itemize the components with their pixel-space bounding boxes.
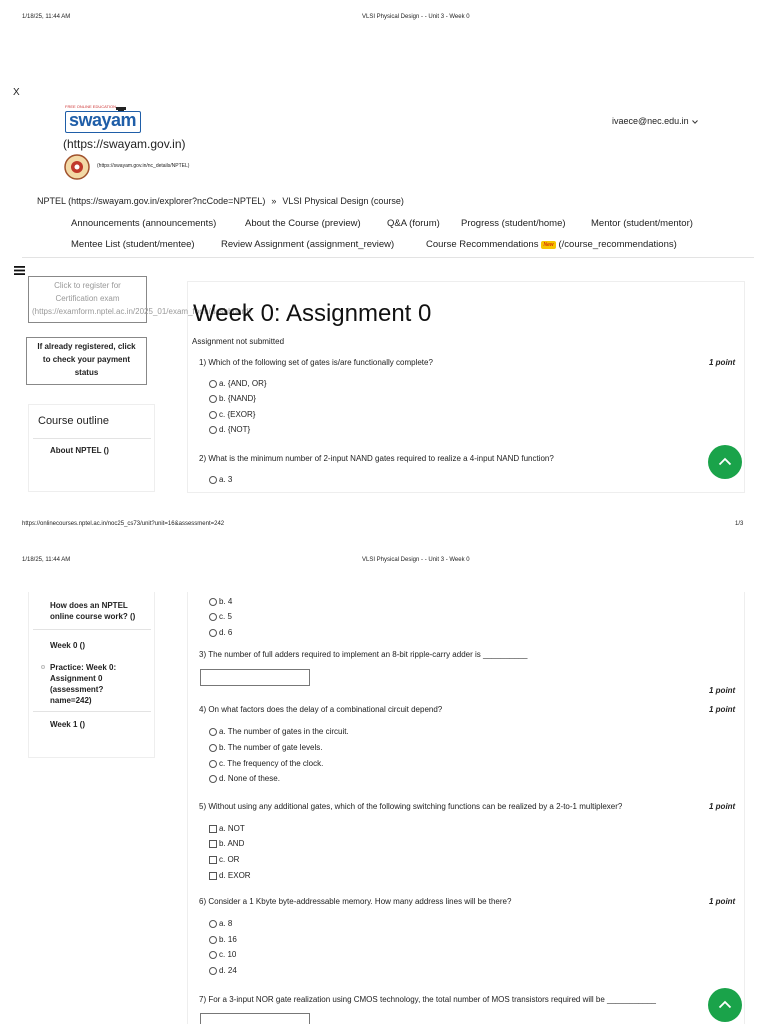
q2-option-b[interactable]: [209, 597, 232, 606]
breadcrumb-course[interactable]: VLSI Physical Design (course): [282, 196, 404, 206]
question-6-text: 6) Consider a 1 Kbyte byte-addressable memory. How many address lines will be there?: [199, 897, 512, 906]
page-title: Week 0: Assignment 0: [193, 300, 432, 327]
q6-option-b[interactable]: [209, 935, 237, 944]
q4-option-d[interactable]: [209, 774, 280, 783]
option-label: b. The number of gate levels.: [219, 743, 323, 752]
q2-option-c[interactable]: [209, 612, 232, 621]
question-3-points: 1 point: [709, 686, 736, 695]
radio-icon[interactable]: [209, 744, 217, 752]
close-button[interactable]: X: [13, 87, 20, 98]
breadcrumb-home[interactable]: NPTEL (https://swayam.gov.in/explorer?ncCode=NPTEL): [37, 196, 266, 206]
print-title-2: VLSI Physical Design - - Unit 3 - Week 0: [362, 557, 470, 563]
question-4-text: 4) On what factors does the delay of a combinational circuit depend?: [199, 705, 443, 714]
logo-tagline: FREE ONLINE EDUCATION: [65, 104, 117, 109]
q4-option-a[interactable]: [209, 727, 349, 736]
footer-page-number: 1/3: [735, 521, 744, 527]
swayam-link[interactable]: (https://swayam.gov.in): [63, 137, 186, 151]
question-1-text: 1) Which of the following set of gates is/are functionally complete?: [199, 358, 433, 367]
payment-line3: status: [74, 368, 99, 377]
option-label: d. 6: [219, 628, 233, 637]
assignment-status: Assignment not submitted: [192, 337, 285, 346]
radio-icon[interactable]: [209, 426, 217, 434]
payment-line1: If already registered, click: [37, 342, 136, 351]
outline-practice-assignment[interactable]: [50, 662, 116, 706]
practice-line2: Assignment 0: [50, 674, 103, 683]
logo-text: swayam: [69, 110, 137, 130]
course-outline-title: Course outline: [38, 415, 109, 427]
register-line3: (https://examform.nptel.ac.in/2025_01/exam_form/dashboard): [32, 307, 252, 316]
radio-icon[interactable]: [209, 920, 217, 928]
radio-icon[interactable]: [209, 936, 217, 944]
radio-icon[interactable]: [209, 395, 217, 403]
question-5-points: 1 point: [709, 802, 736, 811]
option-label: d. EXOR: [219, 871, 251, 880]
nav-course-recommendations[interactable]: [426, 239, 677, 250]
chevron-down-icon: [692, 116, 698, 126]
print-title: VLSI Physical Design - - Unit 3 - Week 0: [362, 14, 470, 20]
user-email: ivaece@nec.edu.in: [612, 116, 689, 126]
radio-icon[interactable]: [209, 411, 217, 419]
nptel-link[interactable]: (https://swayam.gov.in/nc_details/NPTEL): [97, 163, 190, 169]
option-label: a. 8: [219, 919, 233, 928]
option-label: d. None of these.: [219, 774, 280, 783]
outline-week-1[interactable]: Week 1 (): [50, 720, 85, 729]
option-label: c. The frequency of the clock.: [219, 759, 324, 768]
print-date-2: 1/18/25, 11:44 AM: [22, 557, 71, 563]
radio-icon[interactable]: [209, 728, 217, 736]
register-line2: Certification exam: [55, 294, 120, 303]
radio-icon[interactable]: [209, 380, 217, 388]
checkbox-icon[interactable]: [209, 856, 217, 864]
nav-divider: [22, 257, 754, 258]
outline-week-0[interactable]: Week 0 (): [50, 641, 85, 650]
q1-option-c[interactable]: [209, 410, 255, 419]
question-4-points: 1 point: [709, 705, 736, 714]
radio-icon[interactable]: [209, 629, 217, 637]
option-label: d. {NOT}: [219, 425, 251, 434]
question-2-text: 2) What is the minimum number of 2-input NAND gates required to realize a 4-input NAND function?: [199, 454, 554, 463]
q1-option-a[interactable]: [209, 379, 267, 388]
q2-option-a[interactable]: [209, 475, 232, 484]
scroll-to-top-button-2[interactable]: [708, 988, 742, 1022]
q6-option-c[interactable]: [209, 950, 236, 959]
practice-line1: Practice: Week 0:: [50, 663, 117, 672]
scroll-to-top-button[interactable]: [708, 445, 742, 479]
nav-mentee-list[interactable]: Mentee List (student/mentee): [71, 239, 195, 250]
radio-icon[interactable]: [209, 760, 217, 768]
q4-option-b[interactable]: [209, 743, 322, 752]
q1-option-b[interactable]: [209, 394, 256, 403]
print-date: 1/18/25, 11:44 AM: [22, 14, 71, 20]
outline-divider: [33, 711, 151, 712]
option-label: c. 5: [219, 612, 232, 621]
option-label: c. {EXOR}: [219, 410, 256, 419]
hamburger-icon[interactable]: [14, 262, 25, 271]
option-label: a. {AND, OR}: [219, 379, 267, 388]
option-label: b. {NAND}: [219, 394, 256, 403]
checkbox-icon[interactable]: [209, 840, 217, 848]
radio-icon[interactable]: [209, 775, 217, 783]
nav-reco-link: (/course_recommendations): [558, 239, 677, 250]
checkbox-icon[interactable]: [209, 825, 217, 833]
question-3-answer-input[interactable]: [200, 669, 310, 686]
swayam-logo[interactable]: [63, 104, 143, 136]
nav-reco-label: Course Recommendations: [426, 239, 539, 250]
nav-review-assignment[interactable]: Review Assignment (assignment_review): [221, 239, 395, 250]
option-label: a. NOT: [219, 824, 245, 833]
radio-icon[interactable]: [209, 598, 217, 606]
option-label: a. The number of gates in the circuit.: [219, 727, 349, 736]
radio-icon[interactable]: [209, 951, 217, 959]
option-label: b. 16: [219, 935, 237, 944]
checkbox-icon[interactable]: [209, 872, 217, 880]
q6-option-a[interactable]: [209, 919, 232, 928]
nav-about-course[interactable]: About the Course (preview): [245, 218, 361, 229]
radio-icon[interactable]: [209, 476, 217, 484]
course-outline-panel: [28, 404, 155, 492]
outline-divider: [33, 629, 151, 630]
payment-status-button[interactable]: [26, 337, 147, 385]
new-badge: New: [543, 241, 554, 248]
outline-how-nptel-works[interactable]: [50, 600, 135, 622]
question-7-text: 7) For a 3-input NOR gate realization using CMOS technology, the total number of MOS transistors required will be ___________: [199, 995, 656, 1004]
practice-line4: name=242): [50, 696, 92, 705]
practice-bullet-icon: [41, 665, 45, 669]
course-outline-panel-continued: [28, 592, 155, 758]
q5-option-d[interactable]: [209, 871, 251, 880]
q1-option-d[interactable]: [209, 425, 250, 434]
question-7-answer-input[interactable]: [200, 1013, 310, 1024]
q5-option-b[interactable]: [209, 839, 244, 848]
footer-url: https://onlinecourses.nptel.ac.in/noc25_cs73/unit?unit=16&assessment=242: [22, 521, 225, 527]
question-6-points: 1 point: [709, 897, 736, 906]
q4-option-c[interactable]: [209, 759, 323, 768]
option-label: b. 4: [219, 597, 233, 606]
q2-option-d[interactable]: [209, 628, 232, 637]
chevron-up-icon: [718, 996, 732, 1014]
nav-mentor[interactable]: Mentor (student/mentor): [591, 218, 693, 229]
outline-divider: [33, 438, 151, 439]
radio-icon[interactable]: [209, 613, 217, 621]
question-1-points: 1 point: [709, 358, 736, 367]
register-exam-button[interactable]: [28, 276, 252, 323]
option-label: b. AND: [219, 839, 245, 848]
radio-icon[interactable]: [209, 967, 217, 975]
outline-about-nptel[interactable]: About NPTEL (): [50, 446, 109, 455]
nav-announcements[interactable]: Announcements (announcements): [71, 218, 217, 229]
payment-line2: to check your payment: [42, 355, 131, 364]
breadcrumb: [37, 196, 404, 206]
q5-option-c[interactable]: [209, 855, 239, 864]
option-label: d. 24: [219, 966, 237, 975]
option-label: c. OR: [219, 855, 240, 864]
practice-line3: (assessment?: [50, 685, 104, 694]
question-3-text: 3) The number of full adders required to implement an 8-bit ripple-carry adder is __________: [199, 650, 528, 659]
nav-progress[interactable]: Progress (student/home): [461, 218, 566, 229]
outline-how-line2: online course work? (): [50, 612, 136, 621]
q5-option-a[interactable]: [209, 824, 245, 833]
outline-how-line1: How does an NPTEL: [50, 601, 128, 610]
user-menu[interactable]: [612, 116, 698, 126]
breadcrumb-separator: »: [271, 196, 277, 206]
option-label: a. 3: [219, 475, 233, 484]
q6-option-d[interactable]: [209, 966, 237, 975]
register-line1: Click to register for: [54, 281, 121, 290]
chevron-up-icon: [718, 453, 732, 471]
question-5-text: 5) Without using any additional gates, which of the following switching functions can be realized by a 2-to-1 multiplexer?: [199, 802, 623, 811]
nptel-logo-icon: [64, 154, 90, 180]
nav-qa[interactable]: Q&A (forum): [387, 218, 440, 229]
option-label: c. 10: [219, 950, 237, 959]
